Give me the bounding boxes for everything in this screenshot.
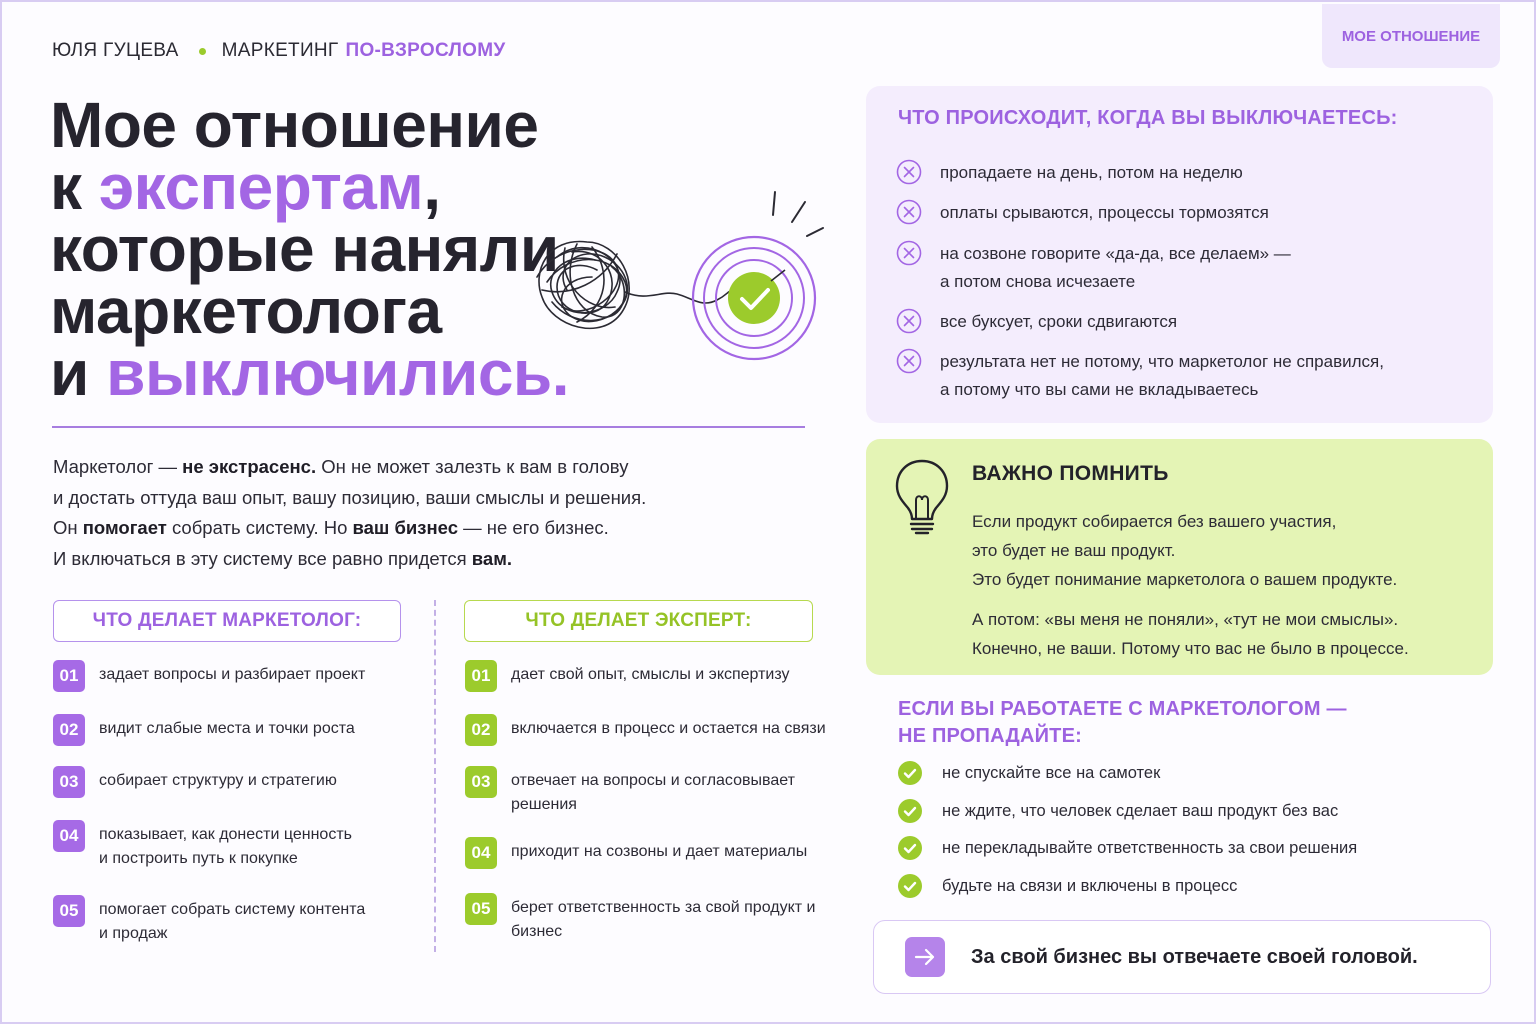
marketer-item-text: помогает собрать систему контента xyxy=(99,901,366,918)
x-circle-icon xyxy=(896,240,922,266)
switch-off-item xyxy=(896,348,1384,404)
advice-item xyxy=(898,836,1357,860)
expert-heading: ЧТО ДЕЛАЕТ ЭКСПЕРТ: xyxy=(464,600,813,642)
advice-item-text: будьте на связи и включены в процесс xyxy=(942,876,1238,895)
check-circle-icon xyxy=(898,874,922,898)
marketer-item-text-2: и построить путь к покупке xyxy=(99,850,298,867)
check-circle-icon xyxy=(898,761,922,785)
switch-off-item-text: все буксует, сроки сдвигаются xyxy=(940,312,1178,331)
advice-item xyxy=(898,799,1338,823)
marketer-item xyxy=(53,820,352,871)
intro-line-4 xyxy=(53,544,646,575)
intro-bold-4b: вам. xyxy=(471,547,513,569)
title-accent-experts: экспертам xyxy=(98,151,424,223)
lightbulb-icon xyxy=(892,457,952,537)
advice-item xyxy=(898,874,1237,898)
important-paragraph-2 xyxy=(972,605,1409,663)
title-line-5-prefix: и xyxy=(50,337,107,409)
intro-text xyxy=(53,452,646,574)
arrow-right-icon xyxy=(905,937,945,977)
expert-item xyxy=(465,660,790,692)
intro-bold-3d: ваш бизнес xyxy=(352,517,458,538)
expert-item-number: 04 xyxy=(465,837,497,869)
intro-text-4a: И включаться в эту систему все равно придется xyxy=(53,547,472,569)
switch-off-item-text: на созвоне говорите «да-да, все делаем» — xyxy=(940,244,1291,263)
marketer-item-text: видит слабые места и точки роста xyxy=(99,720,355,737)
intro-text-3c: собрать систему. Но xyxy=(166,517,353,538)
expert-item-text: отвечает на вопросы и согласовывает xyxy=(511,772,795,789)
advice-item-text: не спускайте все на самотек xyxy=(942,763,1161,782)
switch-off-item xyxy=(896,199,1269,227)
title-line-2 xyxy=(50,151,569,223)
author-name: ЮЛЯ ГУЦЕВА xyxy=(52,40,179,61)
marketer-item xyxy=(53,895,365,946)
brand-name: МАРКЕТИНГ xyxy=(221,40,339,61)
marketer-item-number: 04 xyxy=(53,820,85,852)
important-line: А потом: «вы меня не поняли», «тут не мои смыслы». xyxy=(972,610,1399,629)
intro-text-1c: Он не может залезть к вам в голову xyxy=(316,456,629,477)
expert-item xyxy=(465,714,826,746)
important-line: Конечно, не ваши. Потому что вас не было в процессе. xyxy=(972,639,1409,658)
expert-item xyxy=(465,893,815,944)
intro-line-2: и достать оттуда ваш опыт, вашу позицию, ваши смыслы и решения. xyxy=(53,486,647,508)
title-accent-switched-off: выключились. xyxy=(106,337,570,409)
final-callout-text: За свой бизнес вы отвечаете своей головой. xyxy=(971,945,1418,968)
target-check-illustration xyxy=(693,192,823,359)
expert-item-number: 01 xyxy=(465,660,497,692)
expert-item-text-2: решения xyxy=(511,796,577,813)
switch-off-heading: ЧТО ПРОИСХОДИТ, КОГДА ВЫ ВЫКЛЮЧАЕТЕСЬ: xyxy=(898,107,1398,129)
advice-heading xyxy=(898,696,1347,750)
expert-item xyxy=(465,766,795,817)
x-circle-icon xyxy=(896,308,922,334)
tangle-illustration xyxy=(537,242,732,329)
advice-item-text: не ждите, что человек сделает ваш продукт без вас xyxy=(942,801,1339,820)
marketer-item-number: 02 xyxy=(53,714,85,746)
title-line-4: маркетолога xyxy=(50,275,442,347)
column-divider xyxy=(434,600,436,952)
title-line-2-suffix: , xyxy=(423,151,441,223)
intro-text-3e: — не его бизнес. xyxy=(458,517,609,538)
important-line: Если продукт собирается без вашего участия, xyxy=(972,512,1337,531)
advice-heading-line-1: ЕСЛИ ВЫ РАБОТАЕТЕ С МАРКЕТОЛОГОМ — xyxy=(898,698,1347,720)
switch-off-item-text: результата нет не потому, что маркетолог не справился, xyxy=(940,352,1384,371)
x-circle-icon xyxy=(896,199,922,225)
expert-item-text: берет ответственность за свой продукт и xyxy=(511,899,816,916)
brand-line xyxy=(52,40,505,62)
marketer-item xyxy=(53,660,365,692)
expert-item-text: включается в процесс и остается на связи xyxy=(511,720,826,737)
advice-item xyxy=(898,761,1160,785)
expert-item-number: 03 xyxy=(465,766,497,798)
marketer-item-number: 03 xyxy=(53,766,85,798)
check-circle-icon xyxy=(898,799,922,823)
title-divider xyxy=(52,426,805,428)
switch-off-item-text-2: а потом снова исчезаете xyxy=(940,272,1136,291)
important-line: Это будет понимание маркетолога о вашем продукте. xyxy=(972,570,1398,589)
switch-off-item xyxy=(896,240,1291,296)
marketer-item xyxy=(53,714,355,746)
intro-text-1a: Маркетолог — xyxy=(53,456,183,477)
switch-off-item-text: оплаты срываются, процессы тормозятся xyxy=(940,203,1269,222)
marketer-item xyxy=(53,766,337,798)
expert-item-text: приходит на созвоны и дает материалы xyxy=(511,843,808,860)
marketer-item-text: собирает структуру и стратегию xyxy=(99,772,337,789)
intro-text-3a: Он xyxy=(53,517,83,538)
intro-bold-1: не экстрасенс. xyxy=(182,456,317,477)
expert-item xyxy=(465,837,807,869)
title-line-3: которые наняли xyxy=(50,213,559,285)
important-paragraph-1 xyxy=(972,507,1397,594)
switch-off-item-text-2: а потому что вы сами не вкладываетесь xyxy=(940,380,1259,399)
intro-bold-3b: помогает xyxy=(82,517,167,538)
title-line-2-prefix: к xyxy=(50,151,99,223)
important-line: это будет не ваш продукт. xyxy=(972,541,1176,560)
marketer-item-number: 05 xyxy=(53,895,85,927)
separator-dot xyxy=(199,48,206,55)
section-tag: МОЕ ОТНОШЕНИЕ xyxy=(1322,4,1500,68)
marketer-item-text: задает вопросы и разбирает проект xyxy=(99,666,366,683)
tangle-to-target-illustration xyxy=(517,182,827,372)
x-circle-icon xyxy=(896,348,922,374)
advice-heading-line-2: НЕ ПРОПАДАЙТЕ: xyxy=(898,725,1082,747)
title-line-5 xyxy=(50,337,570,409)
title-line-1: Мое отношение xyxy=(50,89,539,161)
marketer-item-text-2: и продаж xyxy=(99,925,168,942)
expert-item-text: дает свой опыт, смыслы и экспертизу xyxy=(511,666,790,683)
intro-line-3 xyxy=(53,513,646,544)
advice-item-text: не перекладывайте ответственность за свои решения xyxy=(942,838,1358,857)
expert-item-text-2: бизнес xyxy=(511,923,563,940)
important-heading: ВАЖНО ПОМНИТЬ xyxy=(972,462,1169,485)
switch-off-item xyxy=(896,308,1177,336)
brand-accent: ПО-ВЗРОСЛОМУ xyxy=(345,40,506,61)
switch-off-item xyxy=(896,159,1243,187)
marketer-item-text: показывает, как донести ценность xyxy=(99,826,352,843)
check-circle-icon xyxy=(898,836,922,860)
marketer-heading: ЧТО ДЕЛАЕТ МАРКЕТОЛОГ: xyxy=(53,600,401,642)
expert-item-number: 02 xyxy=(465,714,497,746)
switch-off-item-text: пропадаете на день, потом на неделю xyxy=(940,163,1243,182)
x-circle-icon xyxy=(896,159,922,185)
marketer-item-number: 01 xyxy=(53,660,85,692)
final-callout xyxy=(873,920,1491,994)
intro-line-1 xyxy=(53,452,646,483)
expert-item-number: 05 xyxy=(465,893,497,925)
page-title xyxy=(50,89,570,409)
